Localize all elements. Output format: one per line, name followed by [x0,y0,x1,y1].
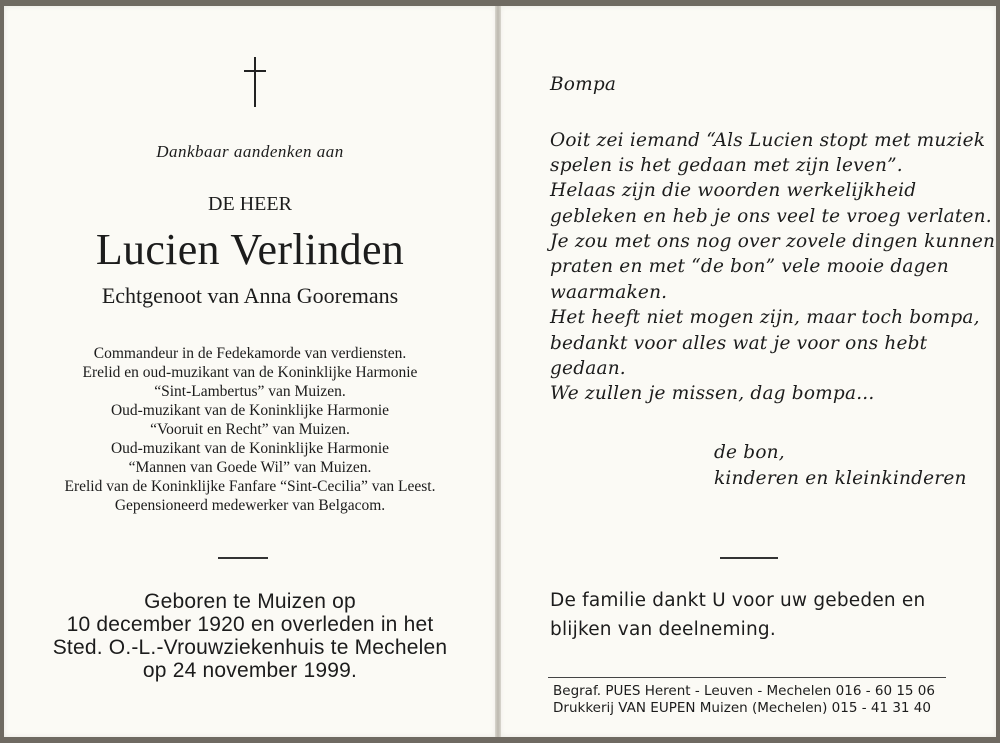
poem-line: Het heeft niet mogen zijn, maar toch bompa, [550,307,980,328]
honor-line: “Sint-Lambertus” van Muizen. [154,383,346,400]
poem-line: gebleken en heb je ons veel te vroeg verlaten. [550,206,992,227]
poem-line: spelen is het gedaan met zijn leven”. [550,155,903,176]
birth-death-line: Geboren te Muizen op [144,590,356,613]
birth-death-line: 10 december 1920 en overleden in het [66,613,434,636]
divider [720,557,778,559]
printer-line: Drukkerij VAN EUPEN Muizen (Mechelen) 015 - 41 31 40 [553,700,931,716]
title-prefix: DE HEER [208,193,292,215]
thanks-line: De familie dankt U voor uw gebeden en [550,590,926,611]
honor-line: Commandeur in de Fedekamorde van verdiensten. [93,345,407,362]
deceased-name: Lucien Verlinden [95,225,405,274]
honor-line: Erelid van de Koninklijke Fanfare “Sint-Cecilia” van Leest. [64,478,436,495]
honor-line: Oud-muzikant van de Koninklijke Harmonie [110,402,390,419]
birth-death-line: op 24 november 1999. [142,659,358,682]
honor-line: Oud-muzikant van de Koninklijke Harmonie [110,440,390,457]
cross-icon [244,57,266,109]
poem-line: Je zou met ons nog over zovele dingen kunnen [550,231,996,252]
poem-line: We zullen je missen, dag bompa... [550,383,875,404]
honor-line: Erelid en oud-muzikant van de Koninklijke Harmonie [82,364,418,381]
funeral-director-line: Begraf. PUES Herent - Leuven - Mechelen 016 - 60 15 06 [553,683,935,699]
honor-line: “Mannen van Goede Wil” van Muizen. [128,459,372,476]
poem-line: bedankt voor alles wat je voor ons hebt [550,333,928,354]
thanks-line: blijken van deelneming. [550,619,776,640]
poem-line: Ooit zei iemand “Als Lucien stopt met muziek [550,130,986,151]
memorial-subheading: Dankbaar aandenken aan [156,142,344,161]
birth-death-line: Sted. O.-L.-Vrouwziekenhuis te Mechelen [52,636,448,659]
honor-line: “Vooruit en Recht” van Muizen. [150,421,350,438]
poem-line: praten en met “de bon” vele mooie dagen [550,256,949,277]
poem-line: Helaas zijn die woorden werkelijkheid [550,180,917,201]
signature-line: de bon, [714,442,785,463]
poem-line: waarmaken. [550,282,668,303]
salutation: Bompa [550,74,617,95]
divider [218,557,268,559]
honor-line: Gepensioneerd medewerker van Belgacom. [114,497,386,514]
printer-divider [548,677,946,678]
signature-line: kinderen en kleinkinderen [714,468,967,489]
poem-line: gedaan. [550,358,626,379]
spouse-line: Echtgenoot van Anna Gooremans [101,283,399,308]
